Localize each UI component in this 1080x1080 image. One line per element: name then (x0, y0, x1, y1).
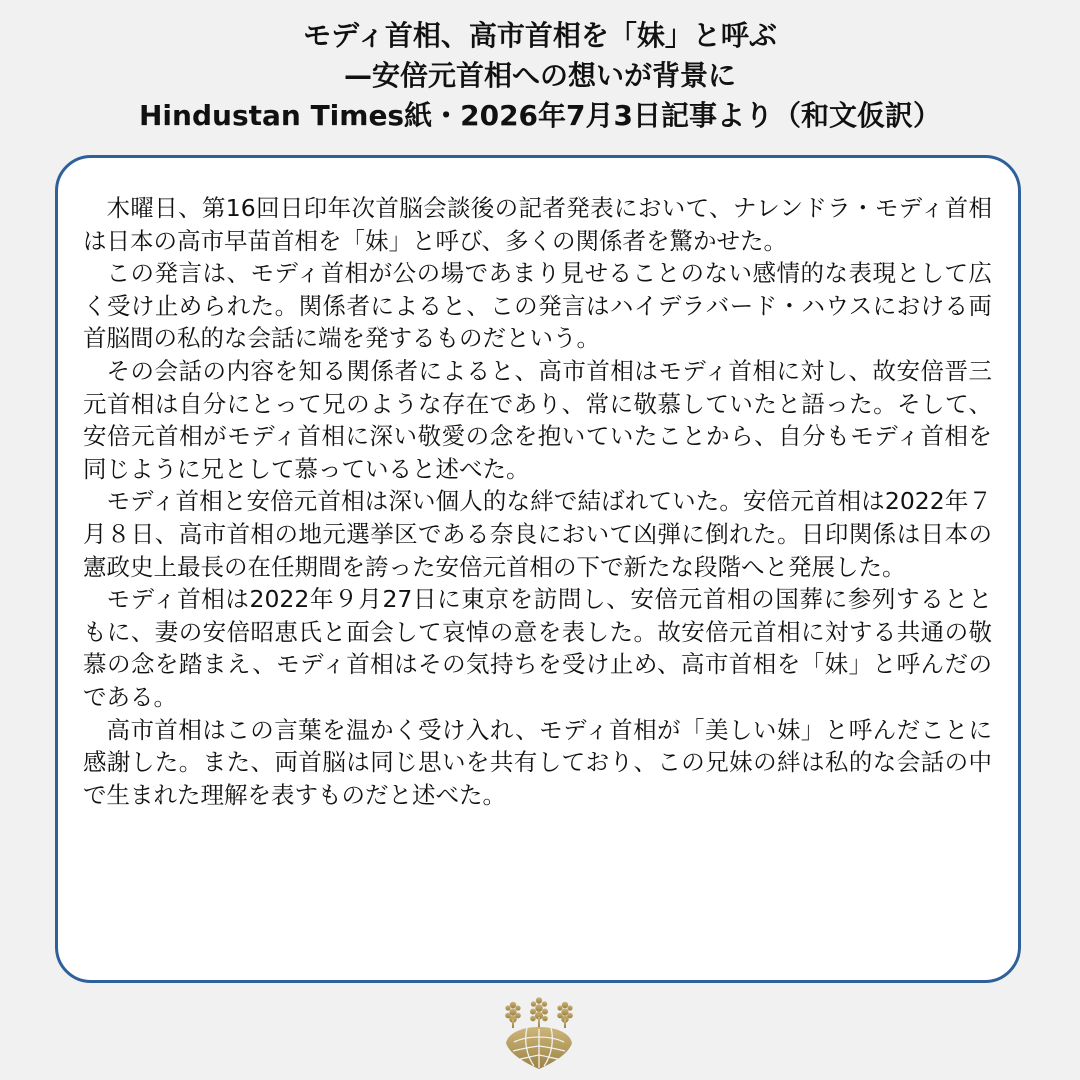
article-paragraph-1: 木曜日、第16回日印年次首脳会談後の記者発表において、ナレンドラ・モディ首相は日本の高市早苗首相を「妹」と呼び、多くの関係者を驚かせた。 (83, 194, 992, 255)
article-paragraph-5: モディ首相は2022年９月27日に東京を訪問し、安倍元首相の国葬に参列するとともに、妻の安倍昭恵氏と面会して哀悼の意を表した。故安倍元首相に対する共通の敬慕の念を踏まえ、モディ首相はその気持ちを受け止め、高市首相を「妹」と呼んだのである。 (83, 585, 992, 711)
article-paragraph-4: モディ首相と安倍元首相は深い個人的な絆で結ばれていた。安倍元首相は2022年７月８日、高市首相の地元選挙区である奈良において凶弾に倒れた。日印関係は日本の憲政史上最長の在任期間を誇った安倍元首相の下で新たな段階へと発展した。 (83, 487, 992, 581)
paulownia-crest-icon (504, 997, 574, 1071)
article-card (55, 155, 1021, 983)
article-paragraph-3: その会話の内容を知る関係者によると、高市首相はモディ首相に対し、故安倍晋三元首相は自分にとって兄のような存在であり、常に敬慕していたと語った。そして、安倍元首相がモディ首相に深い敬愛の念を抱いていたことから、自分もモディ首相を同じように兄として慕っていると述べた。 (83, 356, 992, 483)
article-paragraph-2: この発言は、モディ首相が公の場であまり見せることのない感情的な表現として広く受け止められた。関係者によると、この発言はハイデラバード・ハウスにおける両首脳間の私的な会話に端を発するものだという。 (83, 259, 992, 353)
source-line: Hindustan Times紙・2026年7月3日記事より（和文仮訳） (139, 99, 941, 132)
headline-line-1: モディ首相、高市首相を「妹」と呼ぶ (303, 19, 777, 52)
article-header (0, 16, 1080, 136)
headline-line-2: —安倍元首相への想いが背景に (343, 59, 736, 92)
article-paragraph-6: 高市首相はこの言葉を温かく受け入れ、モディ首相が「美しい妹」と呼んだことに感謝した。また、両首脳は同じ思いを共有しており、この兄妹の絆は私的な会話の中で生まれた理解を表すものだと述べた。 (83, 715, 992, 809)
